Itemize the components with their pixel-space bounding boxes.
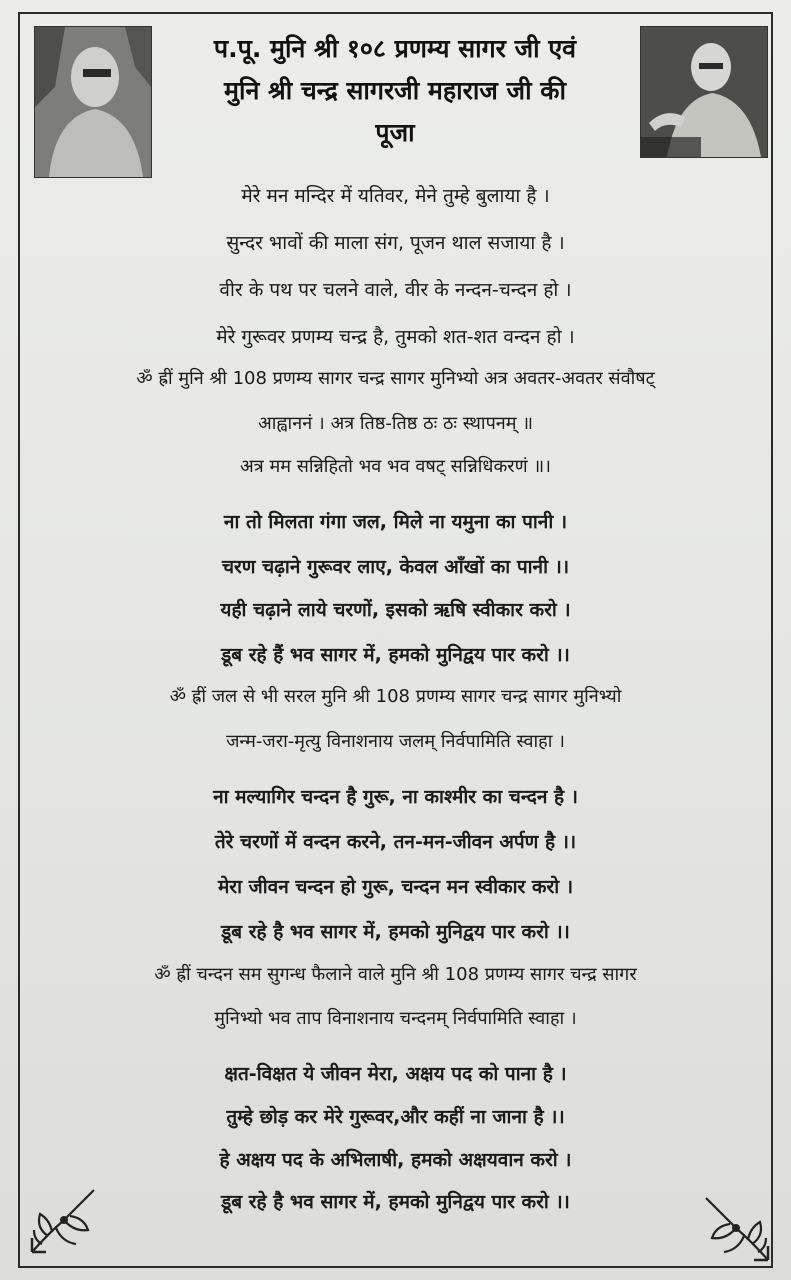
verse-line: डूब रहे है भव सागर में, हमको मुनिद्वय पार करो ।। <box>221 1191 570 1213</box>
verse-line: वीर के पथ पर चलने वाले, वीर के नन्दन-चन्दन हो । <box>219 279 572 301</box>
verse-line: चरण चढ़ाने गुरूवर लाए, केवल आँखों का पानी ।। <box>221 556 570 578</box>
mantra-line: जन्म-जरा-मृत्यु विनाशनाय जलम् निर्वपामिति स्वाहा । <box>226 731 565 752</box>
verse-line: मेरे मन मन्दिर में यतिवर, मेने तुम्हे बुलाया है । <box>241 185 550 207</box>
title-line-2: मुनि श्री चन्द्र सागरजी महाराज जी की <box>224 76 566 105</box>
mantra-line: आह्वाननं । अत्र तिष्ठ-तिष्ठ ठः ठः स्थापनम् ॥ <box>257 413 534 434</box>
verse-line: मेरा जीवन चन्दन हो गुरू, चन्दन मन स्वीकार करो । <box>217 876 574 898</box>
verse-line: क्षत-विक्षत ये जीवन मेरा, अक्षय पद को पाना है । <box>224 1063 567 1085</box>
portrait-left-icon <box>35 27 151 177</box>
page-title <box>160 28 630 154</box>
mantra-line: ॐ ह्रीं चन्दन सम सुगन्ध फैलाने वाले मुनि श्री 108 प्रणम्य सागर चन्द्र सागर <box>154 964 637 985</box>
title-line-3: पूजा <box>375 118 415 147</box>
verse-line: ना तो मिलता गंगा जल, मिले ना यमुना का पानी । <box>223 511 568 533</box>
mantra-line: अत्र मम सन्निहितो भव भव वषट् सन्निधिकरणं ॥। <box>240 456 551 477</box>
portrait-right-icon <box>641 27 767 157</box>
monk-portrait-right <box>640 26 768 158</box>
verse-line: तुम्हे छोड़ कर मेरे गुरूवर,और कहीं ना जाना है ।। <box>226 1106 565 1128</box>
verse-line: हे अक्षय पद के अभिलाषी, हमको अक्षयवान करो । <box>219 1149 572 1171</box>
monk-portrait-left <box>34 26 152 178</box>
verse-line: यही चढ़ाने लाये चरणों, इसको ऋषि स्वीकार करो । <box>220 599 571 621</box>
mantra-line: मुनिभ्यो भव ताप विनाशनाय चन्दनम् निर्वपामिति स्वाहा । <box>214 1008 577 1029</box>
verse-line: सुन्दर भावों की माला संग, पूजन थाल सजाया है । <box>226 232 565 254</box>
mantra-line: ॐ ह्रीं जल से भी सरल मुनि श्री 108 प्रणम्य सागर चन्द्र सागर मुनिभ्यो <box>169 686 622 707</box>
verse-line: ना मल्यागिर चन्दन है गुरू, ना काश्मीर का चन्दन है । <box>213 786 578 808</box>
mantra-line: ॐ ह्रीं मुनि श्री 108 प्रणम्य सागर चन्द्र सागर मुनिभ्यो अत्र अवतर-अवतर संवौषट् <box>136 368 655 389</box>
verse-line: डूब रहे हैं भव सागर में, हमको मुनिद्वय पार करो ।। <box>221 644 570 666</box>
verse-line: डूब रहे है भव सागर में, हमको मुनिद्वय पार करो ।। <box>221 921 570 943</box>
floral-corner-icon <box>700 1192 772 1264</box>
floral-corner-icon <box>28 1184 100 1256</box>
verse-line: मेरे गुरूवर प्रणम्य चन्द्र है, तुमको शत-शत वन्दन हो । <box>216 326 575 348</box>
title-line-1: प.पू. मुनि श्री १०८ प्रणम्य सागर जी एवं <box>213 34 577 63</box>
verse-line: तेरे चरणों में वन्दन करने, तन-मन-जीवन अर्पण है ।। <box>214 831 577 853</box>
